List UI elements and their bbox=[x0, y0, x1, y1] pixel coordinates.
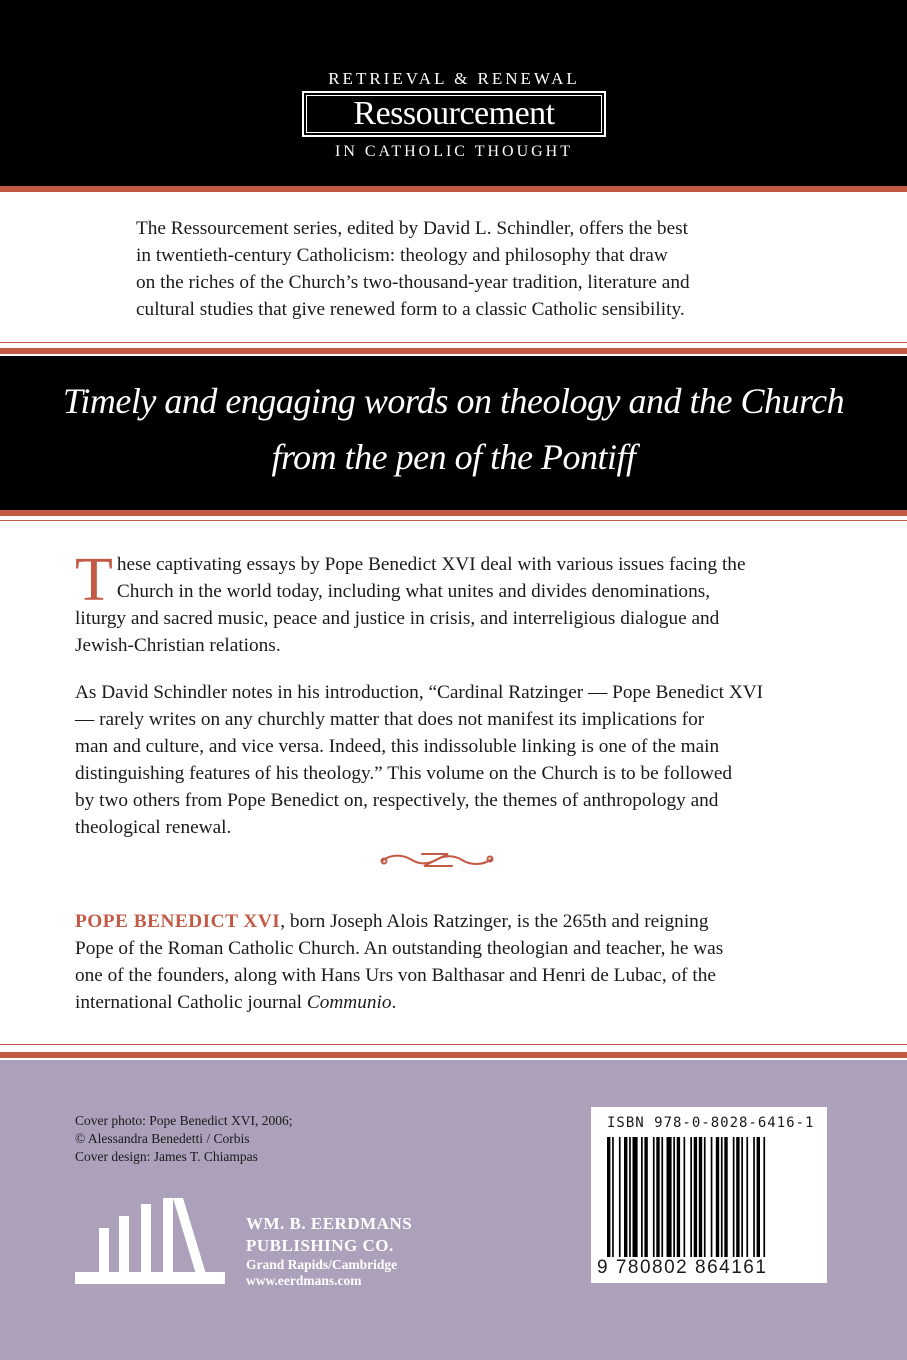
tagline-bottom-rule bbox=[0, 510, 907, 516]
blurb-line: Jewish-Christian relations. bbox=[75, 635, 281, 656]
publisher-website: www.eerdmans.com bbox=[246, 1273, 362, 1288]
blurb-line: — rarely writes on any churchly matter that does not manifest its implications for bbox=[75, 709, 705, 730]
blurb-paragraph-1 bbox=[75, 546, 820, 659]
publisher-name-2: PUBLISHING CO. bbox=[246, 1236, 394, 1255]
blurb-line: theological renewal. bbox=[75, 817, 232, 838]
series-line: The Ressourcement series, edited by David L. Schindler, offers the best bbox=[136, 218, 688, 239]
footer-thin-rule bbox=[0, 1044, 907, 1045]
tagline-line-1: Timely and engaging words on theology and the Church bbox=[62, 381, 845, 421]
tagline-line-2: from the pen of the Pontiff bbox=[271, 437, 636, 477]
series-line: in twentieth-century Catholicism: theology and philosophy that draw bbox=[136, 245, 668, 266]
author-name: POPE BENEDICT XVI bbox=[75, 911, 281, 932]
journal-title: Communio bbox=[306, 992, 392, 1013]
footer-rule bbox=[0, 1052, 907, 1058]
bio-line: Pope of the Roman Catholic Church. An outstanding theologian and teacher, he was bbox=[75, 938, 724, 959]
series-header-band bbox=[0, 0, 907, 186]
series-line: cultural studies that give renewed form to a classic Catholic sensibility. bbox=[136, 299, 685, 320]
publisher-name-1: WM. B. EERDMANS bbox=[246, 1214, 413, 1233]
tagline-band bbox=[0, 356, 907, 510]
bio-line-4-post: . bbox=[391, 992, 397, 1013]
photo-credit: Cover photo: Pope Benedict XVI, 2006; bbox=[75, 1113, 293, 1128]
bio-line: one of the founders, along with Hans Urs von Balthasar and Henri de Lubac, of the bbox=[75, 965, 716, 986]
blurb-line: by two others from Pope Benedict on, respectively, the themes of anthropology and bbox=[75, 790, 719, 811]
blurb-line: liturgy and sacred music, peace and justice in crisis, and interreligious dialogue and bbox=[75, 608, 720, 629]
blurb-line: Church in the world today, including what unites and divides denominations, bbox=[116, 581, 711, 602]
publisher-location: Grand Rapids/Cambridge bbox=[246, 1257, 398, 1272]
barcode-bars-icon bbox=[607, 1137, 813, 1257]
blurb-line: man and culture, and vice versa. Indeed, this indissoluble linking is one of the main bbox=[75, 736, 720, 757]
bio-line-4-pre: international Catholic journal bbox=[75, 992, 307, 1013]
header-rule bbox=[0, 186, 907, 192]
author-bio bbox=[75, 908, 820, 1016]
design-credit: Cover design: James T. Chiampas bbox=[75, 1149, 258, 1164]
isbn-barcode-box bbox=[591, 1107, 827, 1283]
blurb-paragraph-2 bbox=[75, 679, 820, 841]
logo-series-name: Ressourcement bbox=[306, 95, 602, 133]
bio-line-1-rest: , born Joseph Alois Ratzinger, is the 265th and reigning bbox=[280, 911, 709, 932]
tagline-bottom-thin-rule bbox=[0, 520, 907, 521]
isbn-label: ISBN 978-0-8028-6416-1 bbox=[607, 1115, 815, 1131]
blurb-line: hese captivating essays by Pope Benedict XVI deal with various issues facing the bbox=[116, 554, 746, 575]
logo-top-text: RETRIEVAL & RENEWAL bbox=[328, 69, 580, 88]
tagline-top-rule bbox=[0, 348, 907, 354]
logo-frame bbox=[302, 91, 606, 137]
photo-copyright: © Alessandra Benedetti / Corbis bbox=[75, 1131, 250, 1146]
flourish-ornament-icon bbox=[378, 847, 496, 873]
publisher-info bbox=[246, 1213, 412, 1289]
logo-bottom-text: IN CATHOLIC THOUGHT bbox=[334, 143, 574, 160]
tagline-top-thin-rule bbox=[0, 342, 907, 343]
bio-line-1 bbox=[75, 908, 820, 935]
blurb-line: As David Schindler notes in his introduction, “Cardinal Ratzinger — Pope Benedict XVI bbox=[75, 682, 764, 703]
bio-line-4 bbox=[75, 989, 820, 1016]
eerdmans-logo-icon bbox=[75, 1198, 240, 1284]
ressourcement-logo bbox=[299, 70, 609, 161]
series-description bbox=[136, 215, 776, 323]
blurb-line: distinguishing features of his theology.” This volume on the Church is to be followed bbox=[75, 763, 733, 784]
cover-credits bbox=[75, 1112, 292, 1166]
series-line: on the riches of the Church’s two-thousand-year tradition, literature and bbox=[136, 272, 690, 293]
drop-cap: T bbox=[75, 546, 113, 614]
barcode-digits: 9 780802 864161 bbox=[597, 1257, 768, 1278]
